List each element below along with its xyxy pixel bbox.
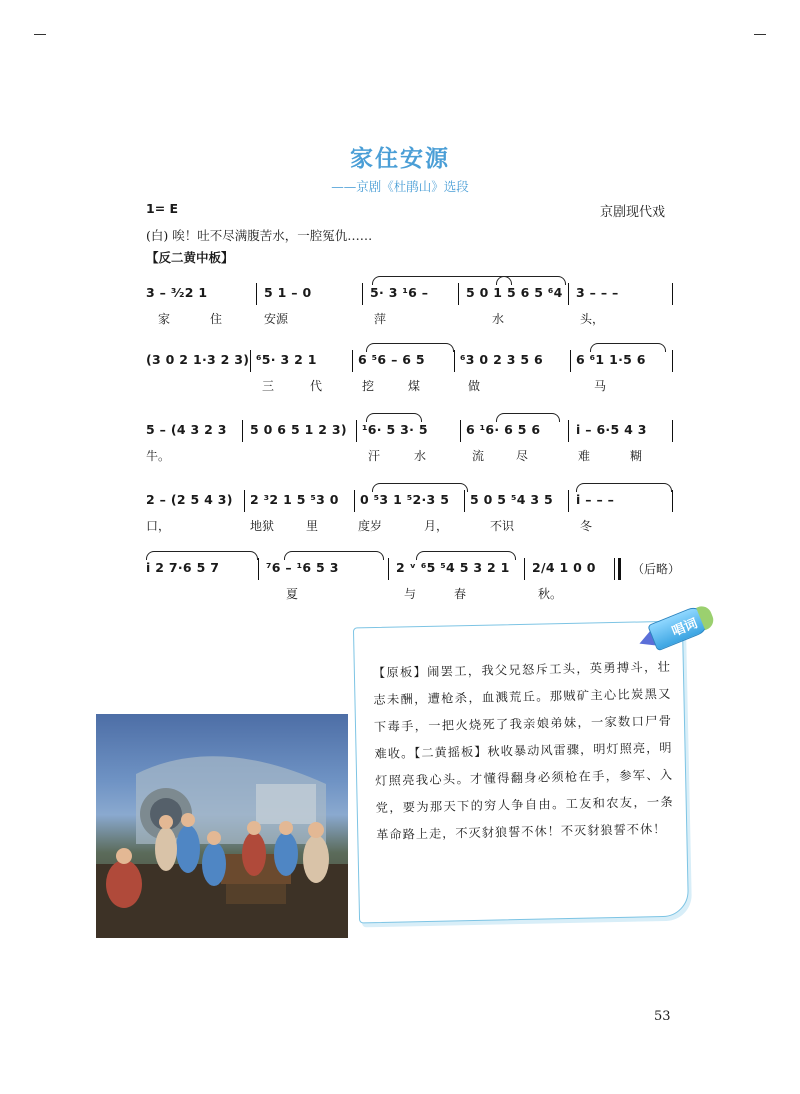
lyric: 住: [210, 312, 223, 326]
bar-line: [568, 420, 569, 442]
lyric: 挖: [362, 379, 375, 393]
stage-photo: [96, 714, 348, 938]
lyric: 头，: [580, 312, 605, 326]
bar-line: [454, 350, 455, 372]
lyric: 地狱: [250, 519, 275, 533]
measure: i – 6·5 4 3: [576, 422, 647, 437]
bar-line: [362, 283, 363, 305]
lyric: 安源: [264, 312, 289, 326]
measure: 0 ⁵3 1 ⁵2·3 5: [360, 492, 450, 507]
measure: 2 ᵛ ⁶5 ⁵4 5 3 2 1: [396, 560, 510, 575]
bar-line: [388, 558, 389, 580]
measure: ⁶3 0 2 3 5 6: [460, 352, 544, 367]
slur: [576, 483, 672, 492]
measure: 6 ¹6· 6 5 6: [466, 422, 541, 437]
lyric: 水: [414, 449, 427, 463]
slur: [372, 276, 512, 285]
bar-line: [570, 350, 571, 372]
section-label: 【反二黄中板】: [146, 250, 234, 265]
slur: [146, 551, 258, 560]
slur: [590, 343, 666, 352]
lyric: 流: [472, 449, 485, 463]
bar-line: [568, 490, 569, 512]
measure: 5 0 1 5 6 5 ⁶4: [466, 285, 563, 300]
bar-line: [356, 420, 357, 442]
measure: 2 ³2 1 5 ⁵3 0: [250, 492, 339, 507]
measure: 3 – – –: [576, 285, 619, 300]
lyric: 口，: [146, 519, 171, 533]
lyric: 度岁: [358, 519, 383, 533]
slur: [284, 551, 384, 560]
bar-line: [458, 283, 459, 305]
lyric: 难: [578, 449, 591, 463]
lyric: 马: [594, 379, 607, 393]
slur: [416, 551, 516, 560]
measure: i – – –: [576, 492, 615, 507]
stage-scene-icon: [96, 714, 348, 938]
slur: [496, 276, 566, 285]
lyric: 煤: [408, 379, 421, 393]
omitted-note: （后略）: [632, 562, 681, 576]
lyric: 秋。: [538, 587, 563, 601]
measure: 5 0 6 5 1 2 3): [250, 422, 347, 437]
lyric: 做: [468, 379, 481, 393]
measure: 5 – (4 3 2 3: [146, 422, 227, 437]
measure: ⁶5· 3 2 1: [256, 352, 317, 367]
bar-line: [242, 420, 243, 442]
spoken-intro: (白) 唉！吐不尽满腹苦水，一腔冤仇……: [146, 228, 373, 243]
lyric: 夏: [286, 587, 299, 601]
lyrics-text: 【原板】闹罢工，我父兄怒斥工头，英勇搏斗，壮志未酬，遭枪杀，血溅荒丘。那贼矿主心比炭黑又下毒手，一把火烧死了我亲娘弟妹，一家数口尸骨难收。【二黄摇板】秋收暴动风雷骤，明灯照亮，明灯照亮我心头。才懂得翻身必须枪在手，参军、入党，要为那天下的穷人争自由。工友和农友，一条革命路上走，不灭豺狼誓不休！不灭豺狼誓不休！: [372, 659, 674, 843]
bar-line: [354, 490, 355, 512]
bar-line: [568, 283, 569, 305]
slur: [372, 483, 468, 492]
score-line-4: [146, 490, 676, 552]
lyric: 汗: [368, 449, 381, 463]
lyric: 萍: [374, 312, 387, 326]
crop-mark-left: [34, 34, 46, 35]
lyric: 冬: [580, 519, 593, 533]
lyric: 不识: [490, 519, 515, 533]
measure: ⁷6 – ¹6 5 3: [266, 560, 339, 575]
bar-line: [250, 350, 251, 372]
lyric: 糊: [630, 449, 643, 463]
crop-mark-right: [754, 34, 766, 35]
final-bar-line: [618, 558, 621, 580]
genre-label: 京剧现代戏: [600, 205, 666, 220]
score-line-1: [146, 283, 676, 345]
slur: [366, 343, 454, 352]
measure: 5 1 – 0: [264, 285, 312, 300]
measure: i 2 7·6 5 7: [146, 560, 220, 575]
lyric: 里: [306, 519, 319, 533]
lyric: 月，: [424, 519, 449, 533]
measure: 5 0 5 ⁵4 3 5: [470, 492, 554, 507]
bar-line: [244, 490, 245, 512]
bar-line: [460, 420, 461, 442]
score-line-2: [146, 350, 676, 412]
bar-line: [464, 490, 465, 512]
score-line-5: [146, 558, 681, 620]
lyric: 春: [454, 587, 467, 601]
bar-line: [614, 558, 615, 580]
score-line-3: [146, 420, 676, 482]
lyrics-card: [353, 621, 689, 924]
song-subtitle: ——京剧《杜鹃山》选段: [331, 179, 469, 194]
bar-line: [258, 558, 259, 580]
slur: [496, 413, 560, 422]
bar-line: [672, 350, 673, 372]
bar-line: [524, 558, 525, 580]
measure: 2/4 1 0 0: [532, 560, 596, 575]
bar-line: [672, 490, 673, 512]
bar-line: [672, 420, 673, 442]
lyric: 与: [404, 587, 417, 601]
lyric: 家: [158, 312, 171, 326]
measure: (3 0 2 1·3 2 3): [146, 352, 250, 367]
lyric: 代: [310, 379, 323, 393]
song-title: 家住安源: [350, 145, 450, 172]
lyric: 尽: [516, 449, 529, 463]
lyric: 三: [262, 379, 275, 393]
measure: 6 ⁶1 1·5 6: [576, 352, 646, 367]
lyrics-badge: 唱词: [670, 616, 700, 640]
key-signature: 1= E: [146, 201, 179, 216]
slur: [366, 413, 422, 422]
lyric: 牛。: [146, 449, 171, 463]
measure: 2 – (2 5 4 3): [146, 492, 233, 507]
lyric: 水: [492, 312, 505, 326]
page-number: 53: [654, 1009, 671, 1024]
bar-line: [256, 283, 257, 305]
measure: 3 – ³⁄₂2 1: [146, 285, 208, 300]
measure: ¹6· 5 3· 5: [362, 422, 428, 437]
measure: 5· 3 ¹6 –: [370, 285, 429, 300]
bar-line: [672, 283, 673, 305]
bar-line: [352, 350, 353, 372]
measure: 6 ⁵6 – 6 5: [358, 352, 425, 367]
